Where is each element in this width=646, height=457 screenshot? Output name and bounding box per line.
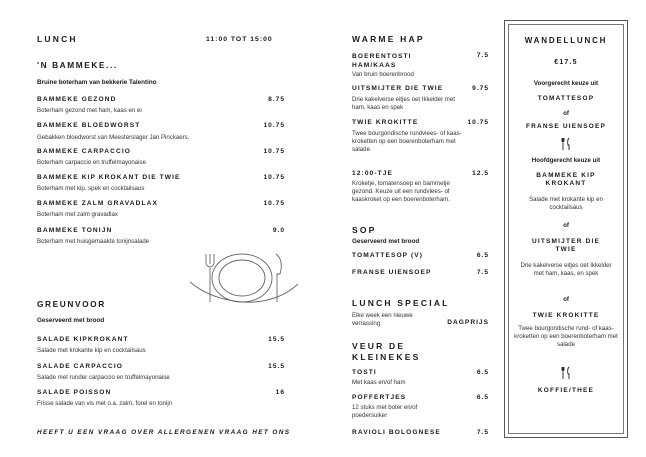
menu-item-name: BAMMEKE ZALM GRAVADLAX: [37, 200, 159, 207]
menu-item-price: 7.5: [476, 52, 489, 59]
menu-item-price: 12.5: [472, 170, 489, 177]
lunch-special-desc: Elke week een nieuwe verrassing: [352, 312, 413, 327]
kleinekes-title: VEUR DE KLEINEKES: [352, 341, 421, 362]
menu-item-price: 9.0: [272, 227, 285, 234]
menu-item-desc: Boterham met zalm gravadlax: [37, 211, 118, 218]
menu-item-desc: Frisse salade van vis met o.a. zalm, forel en tonijn: [37, 400, 173, 407]
menu-item-name: BAMMEKE GEZOND: [37, 96, 117, 103]
bammeke-title: 'N BAMMEKE...: [37, 60, 118, 70]
menu-item-name: SALADE POISSON: [37, 389, 112, 396]
wandellunch-voorgerecht: Voorgerecht keuze uit: [533, 80, 599, 87]
menu-item-desc: Gebakken bloedworst van Meesterslager Jan Pinckaers.: [37, 134, 190, 141]
menu-item-price: 6.5: [476, 252, 489, 259]
menu-item-name: TOSTI: [352, 369, 377, 376]
menu-item-price: 8.75: [268, 96, 285, 103]
wandellunch-koffie: KOFFIE/THEE: [537, 387, 595, 394]
warme-hap-title: WARME HAP: [352, 34, 425, 44]
menu-item-price: 15.5: [268, 363, 285, 370]
menu-item-price: 9.75: [472, 85, 489, 92]
fork-knife-icon: [561, 366, 571, 380]
menu-item-desc: Van bruin boerenbrood: [352, 71, 414, 78]
wandellunch-uitsmijter-desc: Drie kakelverse eitjes oet Ikkelder met ham, kaas, en spek: [520, 262, 612, 277]
lunch-special-price: DAGPRIJS: [447, 319, 489, 326]
wandellunch-tomattesop: TOMATTESOP: [537, 95, 595, 102]
menu-item-price: 10.75: [263, 200, 285, 207]
menu-item-desc: Boterham met huisgemaakte tonijnsalade: [37, 238, 150, 245]
menu-item-name: POFFERTJES: [352, 394, 407, 401]
menu-item-desc: Met kaas en/of ham: [352, 379, 406, 386]
menu-item-name: TWIE KROKITTE: [352, 119, 419, 126]
menu-item-price: 6.5: [476, 394, 489, 401]
wandellunch-kip-desc: Salade met krokante kip en cocktailsaus: [529, 196, 603, 211]
menu-item-desc: Salade met krokante kip en cocktailsaus: [37, 347, 146, 354]
menu-item-name: SALADE KIPKROKANT: [37, 336, 129, 343]
menu-item-name: BAMMEKE TONIJN: [37, 227, 113, 234]
menu-item-desc: Drie kakelverse eitjes oet Ikkelder met ham, kaas en spek: [352, 96, 455, 111]
menu-item-name: BAMMEKE BLOEDWORST: [37, 122, 141, 129]
wandellunch-krokitte-desc: Twee bourgondische rund- of kaas- kroketten op een boerenboterham met salade: [514, 325, 618, 348]
menu-item-price: 10.75: [263, 174, 285, 181]
menu-item-price: 16: [275, 389, 285, 396]
menu-item-price: 10.75: [263, 148, 285, 155]
menu-item-desc: Salade met runder carpaccio en truffelmayonaise: [37, 374, 170, 381]
wandellunch-uitsmijter: UITSMIJTER DIE TWIE: [531, 238, 601, 253]
menu-item-desc: Kroketje, tomatensoep en bammetje gezond. Keuze uit een rundvlees- of kaaskroket op een boerenboterham.: [352, 180, 450, 203]
menu-item-name: SALADE CARPACCIO: [37, 363, 123, 370]
wandellunch-hoofdgerecht: Hoofdgerecht keuze uit: [531, 157, 601, 164]
wandellunch-of: of: [563, 222, 569, 229]
wandellunch-kip: BAMMEKE KIP KROKANT: [536, 172, 596, 187]
menu-item-name: BOERENTOSTI HAM/KAAS: [352, 53, 412, 69]
menu-item-desc: Boterham carpaccio en truffelmayonaise: [37, 159, 146, 166]
menu-item-price: 7.5: [476, 269, 489, 276]
wandellunch-title: WANDELLUNCH: [524, 36, 608, 45]
lunch-hours: 11:00 TOT 15:00: [206, 36, 273, 43]
menu-item-desc: 12 stuks met boter en/of poedersuiker: [352, 404, 418, 419]
menu-item-name: RAVIOLI BOLOGNESE: [352, 429, 441, 436]
menu-item-name: TOMATTESOP (V): [352, 252, 424, 259]
greunvoor-subtitle: Geserveerd met brood: [37, 317, 105, 324]
menu-item-name: UITSMIJTER DIE TWIE: [352, 85, 444, 92]
sop-subtitle: Geserveerd met brood: [352, 238, 420, 245]
sop-title: SOP: [352, 225, 377, 235]
lunch-title: LUNCH: [37, 34, 78, 44]
menu-item-price: 10.75: [263, 122, 285, 129]
menu-item-price: 6.5: [476, 369, 489, 376]
fork-knife-icon: [561, 137, 571, 151]
menu-item-desc: Boterham met kip, spek en cocktailsaus: [37, 185, 145, 192]
menu-item-name: 12:00-TJE: [352, 170, 394, 177]
wandellunch-price: €17.5: [554, 59, 578, 66]
menu-item-name: BAMMEKE CARPACCIO: [37, 148, 132, 155]
plate-setting-icon: [180, 244, 305, 312]
menu-item-price: 10.75: [467, 119, 489, 126]
menu-item-price: 15.5: [268, 336, 285, 343]
lunch-special-title: LUNCH SPECIAL: [352, 298, 450, 308]
menu-item-desc: Twee bourgondische rundvlees- of kaas-kroketten op een boerenboterham met salade: [352, 130, 462, 153]
allergen-note: HEEFT U EEN VRAAG OVER ALLERGENEN VRAAG HET ONS: [37, 429, 291, 436]
greunvoor-title: GREUNVOOR: [37, 299, 106, 309]
bammeke-subtitle: Bruine boterham van bekkerie Talentino: [37, 79, 157, 86]
menu-item-name: FRANSE UIENSOEP: [352, 269, 432, 276]
menu-item-name: BAMMEKE KIP KROKANT DIE TWIE: [37, 174, 181, 181]
wandellunch-franse: FRANSE UIENSOEP: [525, 123, 607, 130]
menu-item-price: 7.5: [476, 429, 489, 436]
wandellunch-of: of: [563, 110, 569, 117]
wandellunch-krokitte: TWIE KROKITTE: [532, 312, 600, 319]
menu-item-desc: Boterham gezond met ham, kaas en ei: [37, 107, 142, 114]
wandellunch-of: of: [563, 296, 569, 303]
